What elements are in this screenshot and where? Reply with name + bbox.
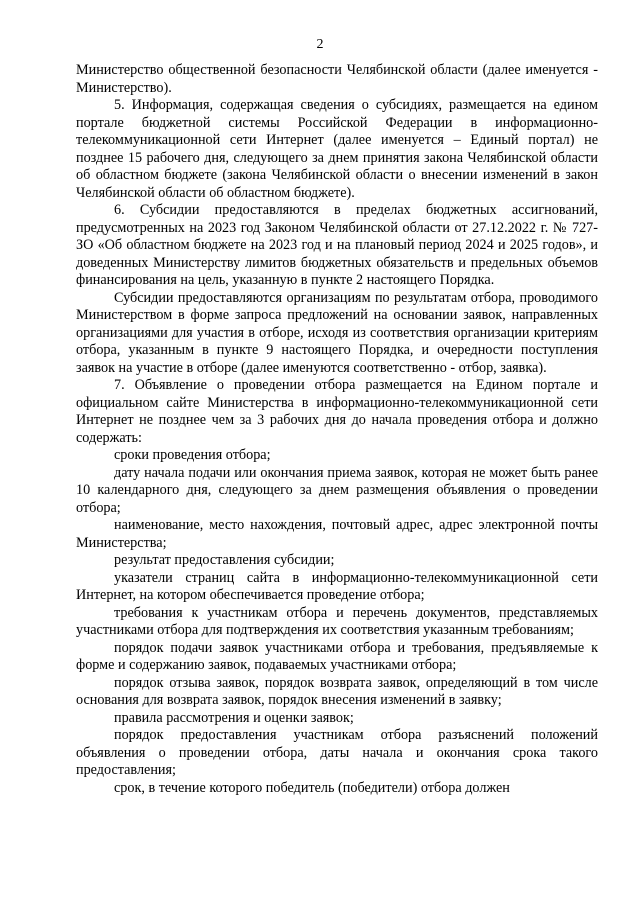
paragraph-item-6: 6. Субсидии предоставляются в пределах бюджетных ассигнований, предусмотренных на 2023 год Законом Челябинской области от 27.12.2022 г. № 727-ЗО «Об областном бюджете на 2023 год и на плановый период 2024 и 2025 годов», и доведенных Министерству лимитов бюджетных обязательств и предельных объемов финансирования на цель, указанную в пункте 2 настоящего Порядка. bbox=[76, 202, 598, 288]
list-item-ministry-contacts: наименование, место нахождения, почтовый адрес, адрес электронной почты Министерства; bbox=[76, 517, 598, 551]
list-item-withdrawal-procedure: порядок отзыва заявок, порядок возврата заявок, определяющий в том числе основания для возврата заявок, порядок внесения изменений в заявку; bbox=[76, 674, 598, 708]
list-item-subsidy-result: результат предоставления субсидии; bbox=[114, 552, 335, 568]
list-item-winner-deadline: срок, в течение которого победитель (победители) отбора должен bbox=[114, 779, 510, 796]
list-item-participant-requirements: требования к участникам отбора и перечень документов, представляемых участниками отбора для подтверждения их соответствия указанным требованиям; bbox=[76, 604, 598, 638]
list-item-review-rules: правила рассмотрения и оценки заявок; bbox=[114, 709, 354, 726]
page-number: 2 bbox=[316, 37, 324, 52]
paragraph-ministry-definition: Министерство общественной безопасности Челябинской области (далее именуется - Министерство). bbox=[76, 62, 598, 96]
list-item-submission-procedure: порядок подачи заявок участниками отбора и требования, предъявляемые к форме и содержанию заявок, подаваемых участниками отбора; bbox=[76, 639, 598, 673]
list-item-application-dates: дату начала подачи или окончания приема заявок, которая не может быть ранее 10 календарного дня, следующего за днем размещения объявления о проведении отбора; bbox=[76, 464, 598, 516]
paragraph-selection-basis: Субсидии предоставляются организациям по результатам отбора, проводимого Министерством в форме запроса предложений на основании заявок, направленных организациями для участия в отборе, исходя из соответствия организации критериям отбора, указанным в пункте 9 настоящего Порядка, и очередности поступления заявок на участие в отборе (далее именуются соответственно - отбор, заявка). bbox=[76, 289, 598, 376]
document-body bbox=[76, 62, 598, 797]
list-item-website-pointers: указатели страниц сайта в информационно-телекоммуникационной сети Интернет, на котором обеспечивается проведение отбора; bbox=[76, 569, 598, 603]
paragraph-item-5: 5. Информация, содержащая сведения о субсидиях, размещается на едином портале бюджетной системы Российской Федерации в информационно-телекоммуникационной сети Интернет (далее именуется – Единый портал) не позднее 15 рабочего дня, следующего за днем принятия закона Челябинской области об областном бюджете (закона Челябинской области о внесении изменений в закон Челябинской области об областном бюджете). bbox=[76, 97, 598, 201]
paragraph-item-7: 7. Объявление о проведении отбора размещается на Едином портале и официальном сайте Министерства в информационно-телекоммуникационной сети Интернет не позднее чем за 3 рабочих дня до начала проведения отбора и должно содержать: bbox=[76, 377, 598, 446]
list-item-selection-dates: сроки проведения отбора; bbox=[114, 447, 271, 463]
list-item-clarification-procedure: порядок предоставления участникам отбора разъяснений положений объявления о проведении отбора, даты начала и окончания срока такого предоставления; bbox=[76, 727, 598, 778]
